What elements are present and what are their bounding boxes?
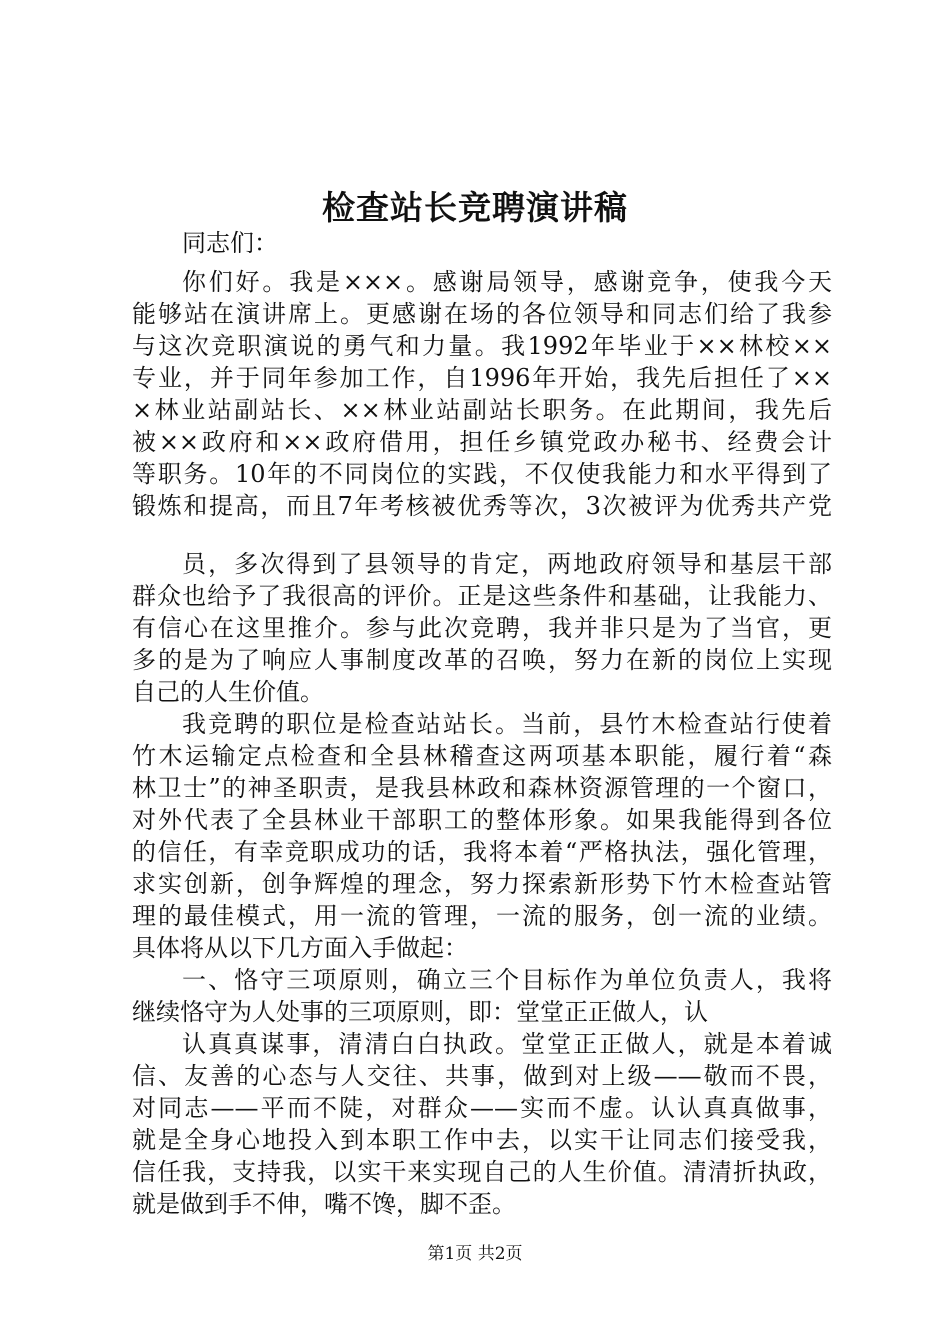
text-line: 我竞聘的职位是检查站站长。当前，县竹木检查站行使着 — [182, 710, 832, 738]
text-line: 求实创新，创争辉煌的理念，努力探索新形势下竹木检查站管 — [132, 870, 832, 898]
page-footer: 第1页 共2页 — [427, 1244, 523, 1264]
text-line: ×林业站副站长、××林业站副站长职务。在此期间，我先后 — [132, 396, 832, 424]
text-line: 自己的人生价值。 — [132, 678, 324, 706]
text-line: 员，多次得到了县领导的肯定，两地政府领导和基层干部 — [182, 550, 832, 578]
text-line: 竹木运输定点检查和全县林稽查这两项基本职能，履行着“森 — [132, 742, 832, 770]
text-line: 被××政府和××政府借用，担任乡镇党政办秘书、经费会计 — [132, 428, 832, 456]
text-line: 与这次竞职演说的勇气和力量。我1992年毕业于××林校×× — [132, 332, 832, 360]
text-line: 你们好。我是×××。感谢局领导，感谢竞争，使我今天 — [182, 268, 832, 296]
text-line: 就是做到手不伸，嘴不馋，脚不歪。 — [132, 1190, 516, 1218]
text-line: 对外代表了全县林业干部职工的整体形象。如果我能得到各位 — [132, 806, 832, 834]
text-line: 理的最佳模式，用一流的管理，一流的服务，创一流的业绩。 — [132, 902, 832, 930]
text-line: 对同志——平而不陡，对群众——实而不虚。认认真真做事， — [132, 1094, 832, 1122]
text-line: 有信心在这里推介。参与此次竞聘，我并非只是为了当官，更 — [132, 614, 832, 642]
text-line: 林卫士”的神圣职责，是我县林政和森林资源管理的一个窗口， — [132, 774, 832, 802]
page-title: 检查站长竞聘演讲稿 — [322, 188, 628, 227]
text-line: 锻炼和提高，而且7年考核被优秀等次，3次被评为优秀共产党 — [132, 492, 832, 520]
text-line: 就是全身心地投入到本职工作中去，以实干让同志们接受我， — [132, 1126, 832, 1154]
text-line: 群众也给予了我很高的评价。正是这些条件和基础，让我能力、 — [132, 582, 832, 610]
text-line: 同志们： — [182, 229, 278, 257]
text-line: 信任我，支持我，以实干来实现自己的人生价值。清清折执政， — [132, 1158, 832, 1186]
text-line: 的信任，有幸竞职成功的话，我将本着“严格执法，强化管理， — [132, 838, 832, 866]
text-line: 一、恪守三项原则，确立三个目标作为单位负责人，我将 — [182, 966, 832, 994]
text-line: 专业，并于同年参加工作，自1996年开始，我先后担任了×× — [132, 364, 832, 392]
text-line: 等职务。10年的不同岗位的实践，不仅使我能力和水平得到了 — [132, 460, 832, 488]
text-line: 信、友善的心态与人交往、共事，做到对上级——敬而不畏， — [132, 1062, 832, 1090]
text-line: 认真真谋事，清清白白执政。堂堂正正做人，就是本着诚 — [182, 1030, 832, 1058]
text-line: 具体将从以下几方面入手做起： — [132, 934, 468, 962]
text-line: 多的是为了响应人事制度改革的召唤，努力在新的岗位上实现 — [132, 646, 832, 674]
text-line: 能够站在演讲席上。更感谢在场的各位领导和同志们给了我参 — [132, 300, 832, 328]
text-line: 继续恪守为人处事的三项原则，即：堂堂正正做人，认 — [132, 998, 708, 1026]
